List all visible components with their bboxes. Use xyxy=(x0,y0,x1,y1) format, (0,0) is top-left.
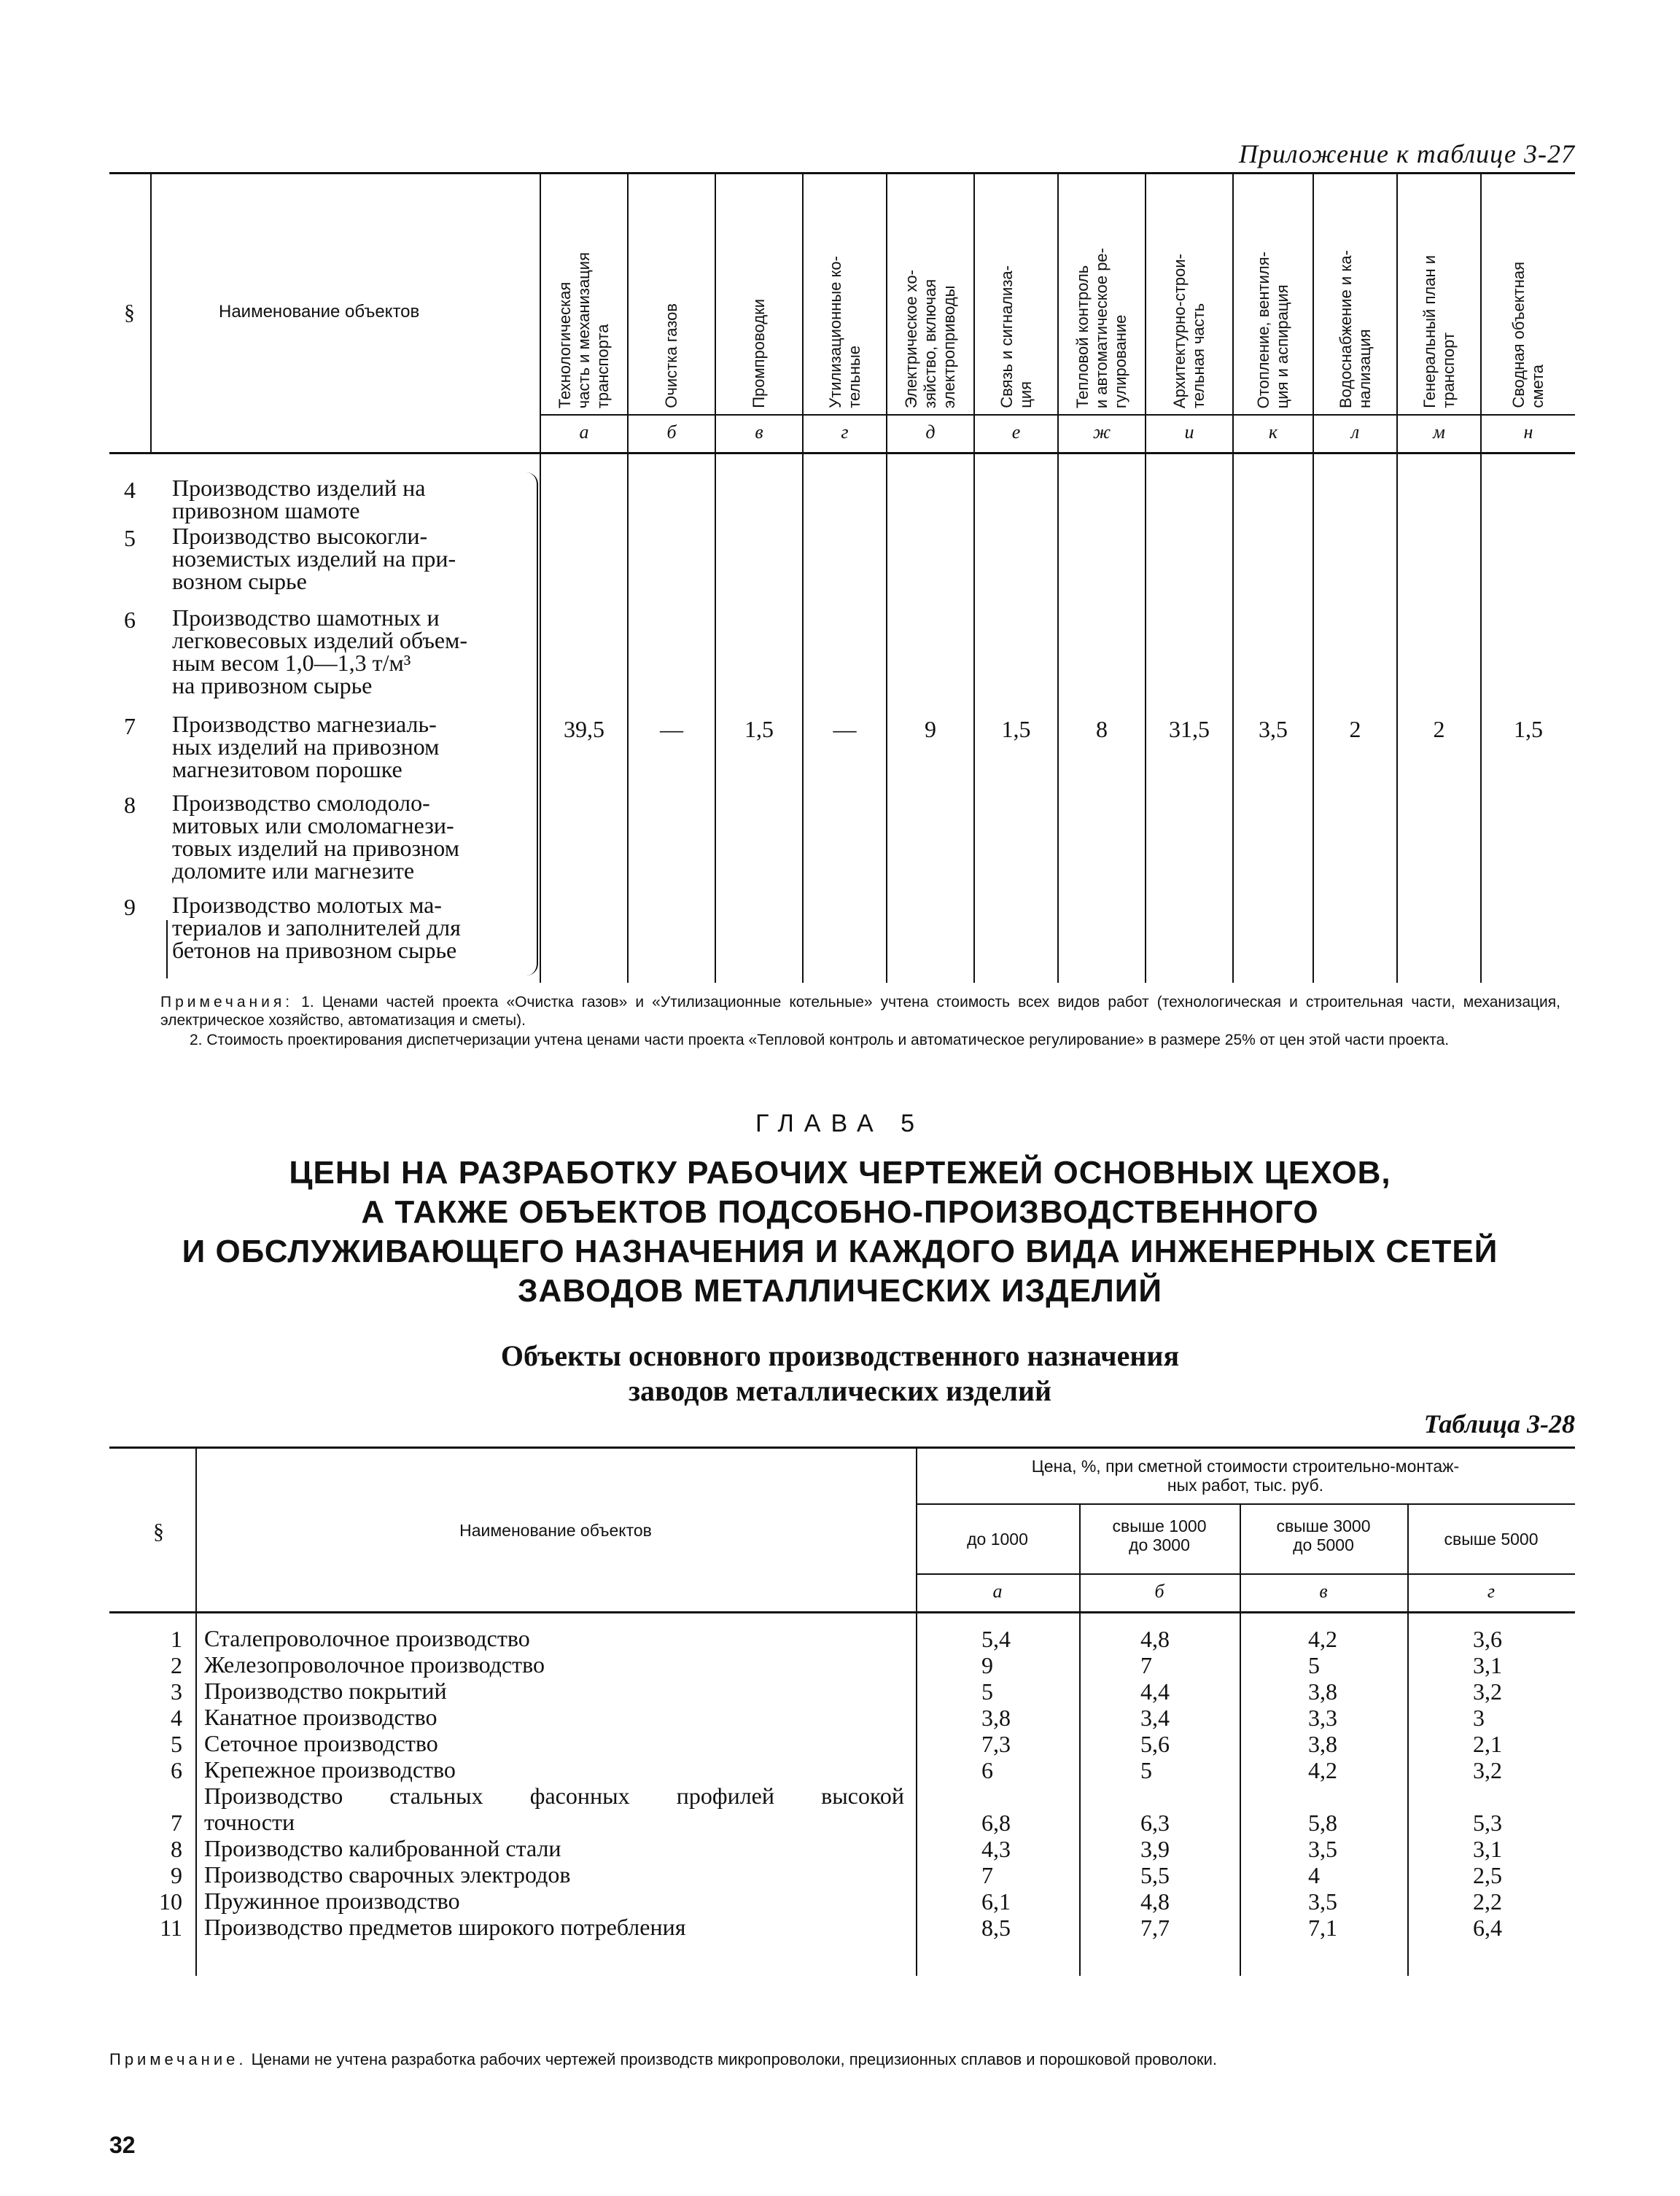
table-2-value: 4,2 xyxy=(1308,1626,1337,1652)
table-2-value: 6,4 xyxy=(1473,1915,1502,1941)
table-1-value: 1,5 xyxy=(1514,716,1543,742)
table-1-value: 2 xyxy=(1349,716,1361,742)
table-2-value: 3,5 xyxy=(1308,1888,1337,1915)
table-2-row-number: 5 xyxy=(171,1731,182,1757)
table-2-value: 6,8 xyxy=(981,1810,1011,1836)
table-1-value: 3,5 xyxy=(1259,716,1288,742)
table-1-column-letter: а xyxy=(579,421,589,443)
table-2-column-header: до 1000 xyxy=(967,1530,1028,1549)
table-2-row-number: 9 xyxy=(171,1862,182,1888)
table-2-item-name: Канатное производство xyxy=(204,1704,438,1730)
table-2-value: 3,5 xyxy=(1308,1836,1337,1862)
table-1-item-name: Производство шамотных и легковесовых изделий объем- ным весом 1,0—1,3 т/м³ на привозном сырье xyxy=(172,604,467,698)
table-2-label: Таблица 3-28 xyxy=(1423,1409,1575,1438)
table-2-column-letter: б xyxy=(1154,1581,1164,1602)
table-1-note-2: 2. Стоимость проектирования диспетчеризации учтена ценами части проекта «Тепловой контроль и автоматическое регулирование» в размере 25% от цен этой части проекта. xyxy=(190,1032,1450,1048)
table-1-row-number: 4 xyxy=(124,477,136,503)
table-2-header-rule xyxy=(109,1611,1575,1613)
table-2-item-name: Производство предметов широкого потребления xyxy=(204,1914,686,1940)
table-2-value: 4,3 xyxy=(981,1836,1011,1862)
table-1-top-rule xyxy=(109,172,1575,174)
table-2-item-name-continued: точности xyxy=(204,1809,295,1835)
table-2-row-number: 1 xyxy=(171,1626,182,1652)
table-1-value: 8 xyxy=(1096,716,1108,742)
table-2-value: 4 xyxy=(1308,1862,1320,1888)
table-2-value: 7,7 xyxy=(1140,1915,1170,1941)
table-1-column-letter: ж xyxy=(1092,421,1111,443)
row-group-brace xyxy=(166,920,175,978)
note-label: Примечание. xyxy=(109,2050,247,2068)
table-1-value: — xyxy=(833,716,857,742)
table-1-symbol-header: § xyxy=(124,300,135,324)
table-2-row-number: 7 xyxy=(171,1810,182,1836)
chapter-label: ГЛАВА 5 xyxy=(755,1110,925,1137)
table-1-divider xyxy=(150,172,152,452)
table-2-row-number: 4 xyxy=(171,1705,182,1731)
table-2-value: 7,1 xyxy=(1308,1915,1337,1941)
table-2-value: 2,1 xyxy=(1473,1731,1502,1757)
table-2-value: 3,8 xyxy=(1308,1731,1337,1757)
table-2-value: 5,6 xyxy=(1140,1731,1170,1757)
table-1-value: 31,5 xyxy=(1169,716,1210,742)
table-1-column-letter: к xyxy=(1268,421,1278,443)
table-2-value: 5 xyxy=(1308,1652,1320,1678)
table-2-item-name: Сталепроволочное производство xyxy=(204,1625,530,1651)
table-2-value: 3,9 xyxy=(1140,1836,1170,1862)
table-2-item-name: Производство сварочных электродов xyxy=(204,1861,571,1888)
table-2-divider xyxy=(1079,1503,1081,1976)
table-2-name-header: Наименование объектов xyxy=(459,1521,652,1540)
table-2-row-number: 8 xyxy=(171,1836,182,1862)
table-2-price-rule xyxy=(916,1503,1575,1505)
table-1-column-header: Водоснабжение и ка- нализация xyxy=(1336,249,1374,408)
table-1-column-header: Отопление, вентиля- ция и аспирация xyxy=(1254,251,1291,408)
table-2-item-name: Производство покрытий xyxy=(204,1678,447,1704)
table-1-row-number: 5 xyxy=(124,525,136,551)
table-1-column-header: Сводная объектная смета xyxy=(1509,262,1547,408)
table-2-value: 8,5 xyxy=(981,1915,1011,1941)
table-1-column-letter: и xyxy=(1184,421,1194,443)
table-1-value: 9 xyxy=(925,716,936,742)
table-1-column-header: Архитектурно-строи- тельная часть xyxy=(1170,253,1208,408)
table-1-column-letter: л xyxy=(1350,421,1360,443)
table-1-column-header: Генеральный план и транспорт xyxy=(1420,255,1458,408)
table-2-item-name: Производство калиброванной стали xyxy=(204,1835,561,1861)
table-1-column-header: Очистка газов xyxy=(662,303,680,408)
table-2-value: 3 xyxy=(1473,1705,1485,1731)
table-1-value: 1,5 xyxy=(744,716,774,742)
table-1-column-header: Технологическая часть и механизация транспорта xyxy=(556,252,612,408)
table-2-value: 5,8 xyxy=(1308,1810,1337,1836)
table-2-letter-rule xyxy=(916,1573,1575,1575)
appendix-caption: Приложение к таблице 3-27 xyxy=(1238,139,1575,168)
table-2-symbol-header: § xyxy=(153,1519,164,1543)
table-2-value: 3,1 xyxy=(1473,1836,1502,1862)
table-2-column-header: свыше 3000 до 5000 xyxy=(1276,1516,1371,1554)
table-2-item-name: Сеточное производство xyxy=(204,1730,438,1756)
notes-label: Примечания: xyxy=(160,994,294,1011)
table-2-row-number: 3 xyxy=(171,1678,182,1705)
table-2-value: 4,4 xyxy=(1140,1678,1170,1705)
table-2-value: 3,6 xyxy=(1473,1626,1502,1652)
table-2-top-rule xyxy=(109,1447,1575,1449)
note-text: 1. Ценами частей проекта «Очистка газов» и «Утилизационные котельные» учтена стоимость всех видов работ (технологическая и строительная части, механизация, электрическое хозяйство, автоматизация и сметы). xyxy=(160,994,1560,1029)
table-2-value: 4,8 xyxy=(1140,1626,1170,1652)
table-2-value: 5,3 xyxy=(1473,1810,1502,1836)
table-2-value: 3,8 xyxy=(1308,1678,1337,1705)
table-1-column-header: Промпроводки xyxy=(750,299,768,408)
table-2-column-letter: а xyxy=(992,1581,1003,1602)
table-2-item-name: Пружинное производство xyxy=(204,1888,460,1914)
table-1-item-name: Производство магнезиаль- ных изделий на привозном магнезитовом порошке xyxy=(172,711,440,782)
table-2-note xyxy=(109,2050,1553,2069)
table-1-row-number: 8 xyxy=(124,792,136,818)
table-1-item-name: Производство смолодоло- митовых или смоломагнези- товых изделий на привозном доломите или магнезите xyxy=(172,790,459,884)
table-1-column-header: Тепловой контроль и автоматическое ре- гулирование xyxy=(1073,247,1129,408)
table-2-value: 3,4 xyxy=(1140,1705,1170,1731)
section-subtitle: Объекты основного производственного назначения заводов металлических изделий xyxy=(500,1339,1180,1407)
table-1-column-letter: в xyxy=(755,421,763,443)
table-1-header-rule xyxy=(109,452,1575,454)
table-2-value: 5,4 xyxy=(981,1626,1011,1652)
table-2-value: 7,3 xyxy=(981,1731,1011,1757)
note-text: Ценами не учтена разработка рабочих чертежей производств микропроволоки, прецизионных сплавов и порошковой проволоки. xyxy=(246,2050,1218,2068)
table-1-column-letter: б xyxy=(666,421,677,443)
table-1-value: 2 xyxy=(1433,716,1445,742)
table-2-value: 2,2 xyxy=(1473,1888,1502,1915)
table-1-column-header: Утилизационные ко- тельные xyxy=(825,256,863,408)
table-2-value: 5 xyxy=(1140,1757,1152,1783)
table-2-divider xyxy=(1407,1503,1409,1976)
table-2-value: 3,2 xyxy=(1473,1678,1502,1705)
table-2-price-header: Цена, %, при сметной стоимости строительно-монтаж- ных работ, тыс. руб. xyxy=(1031,1457,1460,1495)
table-2-value: 5,5 xyxy=(1140,1862,1170,1888)
table-2-item-name: Производство стальных фасонных профилей высокой xyxy=(204,1783,904,1809)
table-2-value: 3,2 xyxy=(1473,1757,1502,1783)
table-1-column-header: Связь и сигнализа- ция xyxy=(997,265,1035,408)
table-1-column-letter: г xyxy=(841,421,849,443)
table-1-value: 1,5 xyxy=(1001,716,1031,742)
table-1-column-letter: д xyxy=(925,421,936,443)
table-2-value: 4,2 xyxy=(1308,1757,1337,1783)
table-2-item-name: Железопроволочное производство xyxy=(204,1651,545,1678)
table-2-value: 3,1 xyxy=(1473,1652,1502,1678)
table-2-column-header: свыше 5000 xyxy=(1444,1530,1539,1549)
table-2-row-number: 11 xyxy=(160,1915,182,1941)
table-2-value: 3,8 xyxy=(981,1705,1011,1731)
table-2-divider xyxy=(1240,1503,1241,1976)
table-2-value: 5 xyxy=(981,1678,993,1705)
table-1-value: — xyxy=(660,716,683,742)
table-2-value: 3,3 xyxy=(1308,1705,1337,1731)
table-1-column-letter: н xyxy=(1523,421,1533,443)
table-2-value: 7 xyxy=(1140,1652,1152,1678)
table-1-column-letter: е xyxy=(1011,421,1021,443)
table-2-row-number: 10 xyxy=(159,1888,182,1915)
table-1-column-header: Электрическое хо- зяйство, включая электроприводы xyxy=(902,269,958,408)
table-1-name-header: Наименование объектов xyxy=(219,302,420,322)
table-2-value: 7 xyxy=(981,1862,993,1888)
table-2-row-number: 2 xyxy=(171,1652,182,1678)
page-number: 32 xyxy=(109,2132,136,2158)
table-1-item-name: Производство изделий на привозном шамоте xyxy=(172,475,426,523)
row-group-brace xyxy=(524,472,538,976)
table-1-row-number: 9 xyxy=(124,894,136,920)
table-1-item-name: Производство молотых ма- териалов и заполнителей для бетонов на привозном сырье xyxy=(172,892,461,963)
table-1-row-number: 7 xyxy=(124,713,136,739)
table-2-value: 2,5 xyxy=(1473,1862,1502,1888)
table-2-value: 6,3 xyxy=(1140,1810,1170,1836)
table-1-column-letter: м xyxy=(1433,421,1445,443)
table-2-divider xyxy=(916,1447,917,1976)
table-1-item-name: Производство высокогли- ноземистых изделий на при- возном сырье xyxy=(172,523,456,594)
table-2-column-letter: г xyxy=(1487,1581,1496,1602)
table-2-row-number: 6 xyxy=(171,1757,182,1783)
table-2-item-name: Крепежное производство xyxy=(204,1756,456,1783)
table-2-value: 4,8 xyxy=(1140,1888,1170,1915)
table-1-row-number: 6 xyxy=(124,607,136,633)
table-1-value: 39,5 xyxy=(564,716,604,742)
table-2-value: 9 xyxy=(981,1652,993,1678)
table-2-value: 6 xyxy=(981,1757,993,1783)
table-2-column-header: свыше 1000 до 3000 xyxy=(1112,1516,1207,1554)
table-2-value: 6,1 xyxy=(981,1888,1011,1915)
chapter-title: ЦЕНЫ НА РАЗРАБОТКУ РАБОЧИХ ЧЕРТЕЖЕЙ ОСНОВНЫХ ЦЕХОВ, А ТАКЖЕ ОБЪЕКТОВ ПОДСОБНО-ПРОИЗВОДСТВЕННОГО И ОБСЛУЖИВАЮЩЕГО НАЗНАЧЕНИЯ И КАЖДОГО ВИДА ИНЖЕНЕРНЫХ СЕТЕЙ ЗАВОДОВ МЕТАЛЛИЧЕСКИХ ИЗДЕЛИЙ xyxy=(182,1155,1498,1309)
table-2-column-letter: в xyxy=(1319,1581,1328,1602)
table-1-note-1 xyxy=(160,993,1560,1029)
